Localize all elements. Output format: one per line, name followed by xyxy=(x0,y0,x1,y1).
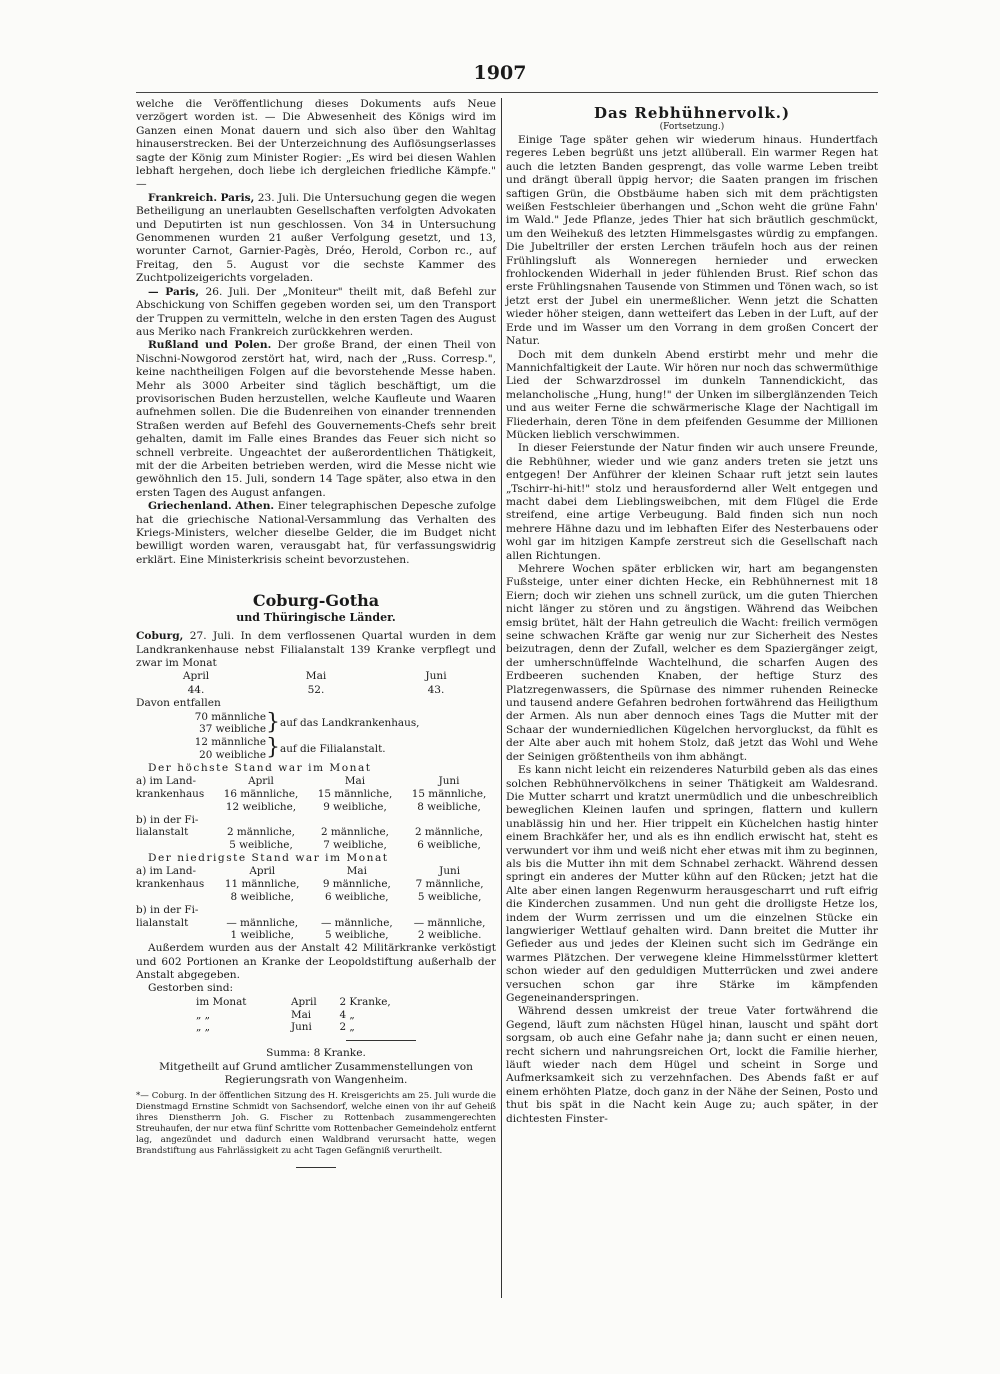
athens-dateline: Athen. xyxy=(235,500,275,513)
alloc-2-female: 20 weibliche xyxy=(199,749,266,762)
low-a-m-apr: 11 männliche, xyxy=(224,878,300,891)
paris-paragraph xyxy=(136,286,496,340)
page-number: 1907 xyxy=(473,62,527,84)
death-row xyxy=(196,1021,436,1034)
low-a-m-may: 9 männliche, xyxy=(322,878,391,891)
alloc-1-counts xyxy=(136,711,266,737)
death-row xyxy=(196,996,436,1009)
alloc-2-dest: auf die Filialanstalt. xyxy=(280,742,386,755)
month-june: Juni xyxy=(425,670,447,683)
story-title: Das Rebhühnervolk.) xyxy=(593,104,791,122)
paris-dateline: Paris, xyxy=(220,191,255,204)
death-month: Juni xyxy=(290,1021,312,1034)
header-rule xyxy=(136,92,878,93)
high-a-m-apr: 16 männliche, xyxy=(223,788,299,801)
low-b-w-may: 5 weibliche, xyxy=(325,929,389,942)
low-b-m-may: — männliche, xyxy=(320,916,393,929)
alloc-2-male: 12 männliche xyxy=(194,736,266,749)
death-prefix: „ „ xyxy=(196,1021,211,1034)
value-may: 52. xyxy=(307,683,325,696)
low-a-w-apr: 8 weibliche, xyxy=(230,891,294,904)
story-subtitle: (Fortsetzung.) xyxy=(659,122,725,132)
section-subtitle: und Thüringische Länder. xyxy=(236,611,396,625)
deaths-label: Gestorben sind: xyxy=(148,982,234,995)
month-values-row xyxy=(136,684,496,697)
lowest-table xyxy=(136,865,496,942)
france-paragraph xyxy=(136,192,496,286)
russia-heading: Rußland und Polen. xyxy=(148,339,272,352)
low-a-w-may: 6 weibliche, xyxy=(325,891,389,904)
month-header-row xyxy=(136,670,496,683)
head-april: April xyxy=(248,775,274,788)
high-b-w-jun: 6 weibliche, xyxy=(417,839,481,852)
death-prefix: im Monat xyxy=(196,995,247,1008)
death-count: 2 Kranke, xyxy=(339,995,391,1008)
high-row-label-a2: krankenhaus xyxy=(136,788,205,801)
low-a-w-jun: 5 weibliche, xyxy=(417,891,482,904)
high-b-w-apr: 5 weibliche, xyxy=(229,839,293,852)
coburg-paragraph xyxy=(136,630,496,670)
left-column xyxy=(136,98,496,1168)
low-b-m-jun: — männliche, xyxy=(413,916,486,929)
greece-text: Einer telegraphischen Depesche zufolge hat die griechische National-Versammlung das Verhalten des Kriegs-Ministers, welcher dieselbe Gelder, die im Budget nicht bewilligt worden waren, verausgabt hat, für verfassungswidrig erklärt. Eine Ministerkrisis scheint bevorzustehen. xyxy=(136,500,497,566)
high-a-w-apr: 12 weibliche, xyxy=(225,800,297,813)
highest-table xyxy=(136,775,496,852)
high-row-label-b2: lialanstalt xyxy=(136,826,189,839)
low-head-april: April xyxy=(249,865,276,878)
highest-label: Der höchste Stand war im Monat xyxy=(148,761,372,774)
head-may: Mai xyxy=(344,775,366,788)
alloc-1-dest: auf das Landkrankenhaus, xyxy=(280,717,420,730)
story-paragraph: Mehrere Wochen später erblicken wir, hart am begangensten Fußsteige, unter einer dichten Hecke, ein Rebhühnernest mit 18 Eiern; doch wir ziehen uns schnell zurück, um die guten Thierchen nicht länger zu stören und zu ängstigen. Während das Weibchen emsig brütet, hält der Hahn getreulich die Wacht: freilich vermögen seine schwachen Kräfte gar wenig nur zur Sicherheit des Nestes beizutragen, denn der Zufall, welcher es dem Spaziergänger zeigt, der umherschnüffelnde Wachtelhund, die scharfen Augen des Erdbeeren suchenden Knaben, der heftige Sturz des Platzregenwassers, die Spürnase des nimmer ruhenden Reinecke und tausend andere Gefahren bedrohen fortwährend das Heiligthum der Armen. Als nun aber dennoch eines Tags die Mutter mit der Schaar der wunderniedlichen Kügelchen hervorgluckst, da fühlt es der Alte aber auch mit hohem Stolz, daß jetzt das Wohl und Wehe der Seinigen größtentheils von ihm abhängt. xyxy=(506,563,878,763)
low-b-w-apr: 1 weibliche, xyxy=(230,929,294,942)
france-heading: Frankreich. xyxy=(148,191,218,204)
story-paragraph: Doch mit dem dunkeln Abend erstirbt mehr und mehr die Mannichfaltigkeit der Laute. Wir hören nur noch das schwermüthige Lied der Schwarzdrossel im dunkeln Tannendickicht, das melancholische „Hung, hung!" der Unken im silberglänzenden Teich und aus weiter Ferne die schwärmerische Klage der Nachtigall im Fliederhain, deren Töne in dem pfeifenden Gesumme der Millionen Mücken lieblich verschwimmen. xyxy=(506,348,878,441)
military-paragraph: Außerdem wurden aus der Anstalt 42 Militärkranke verköstigt und 602 Portionen an Kranke der Leopoldstiftung außerhalb der Anstalt abgegeben. xyxy=(136,942,496,982)
section-title: Coburg-Gotha xyxy=(252,591,380,611)
low-row-label-b: b) in der Fi- xyxy=(136,903,199,916)
allocation-table xyxy=(136,711,496,762)
greece-heading: Griechenland. xyxy=(148,500,232,513)
alloc-2-counts xyxy=(136,736,266,762)
high-row-label-b: b) in der Fi- xyxy=(136,813,199,826)
summa-line: Summa: 8 Kranke. xyxy=(266,1047,366,1060)
column-divider xyxy=(501,98,502,1298)
month-april: April xyxy=(182,670,210,683)
high-a-m-jun: 15 männliche, xyxy=(411,788,487,801)
story-paragraph: Es kann nicht leicht ein reizenderes Naturbild geben als das eines solchen Rebhühnervölkchens in seiner Thätigkeit am Waldesrand. Die Mutter scharrt und kratzt unermüdlich und die unbeschreiblich beweglichen Kleinen laufen und springen, flattern und kullern unablässig hin und her. Hier trippelt ein Küchelchen hastig hinter einem Brachkäfer her, und als es ihn endlich erwischt hat, steht es verwundert vor ihm und weiß nicht eher etwas mit ihm zu beginnen, als bis die Mutter ihn mit dem Schnabel zerhackt. Während dessen springt ein anderes der Mutter kühn auf den Rücken; jetzt hat die Alte aber einen langen Regenwurm herausgescharrt und ruft eifrig die Kinderchen zusammen. Und nun geht die drolligste Hetze los, indem der Wurm zerrissen und um die einzelnen Stücke ein langwieriger Wettlauf gehalten wird. Dann breitet die Mutter ihr Gefieder aus und jedes der Kleinen sucht sich im Gedränge ein warmes Plätzchen. Der verwegene kleine Himmelsstürmer klettert schon wieder auf den geduldigen Mutterrücken und zwei andere versuchen schon gar ihre Stärke im kämpfenden Gegeneinanderspringen. xyxy=(506,764,878,1004)
story-paragraph: Während dessen umkreist der treue Vater fortwährend die Gegend, läuft zum nächsten Hügel hinan, lauscht und späht dort sorgsam, ob auch eine Gefahr nahe ja; dann sucht er einen neuen, recht sichern und nahrungsreichen Ort, lockt die Familie hierher, läuft wieder nach dem Hügel und scheint in Sorge und Aufmerksamkeit sich zu verzehnfachen. Des Abends faßt er auf einem erhöhten Platze, doch ganz in der Nähe der Seinen, Posto und thut bis spät in die Nacht kein Auge zu; auch später, in der dichtesten Finster- xyxy=(506,1005,878,1125)
source-credit: Mitgetheilt auf Grund amtlicher Zusammenstellungen von Regierungsrath von Wangenheim. xyxy=(159,1060,473,1087)
brace-symbol: } xyxy=(266,735,280,761)
month-may: Mai xyxy=(305,670,327,683)
death-month: April xyxy=(290,995,317,1008)
death-count: 2 „ xyxy=(339,1021,355,1034)
brace-symbol: } xyxy=(266,709,280,735)
france-text: 23. Juli. Die Untersuchung gegen die wegen Betheiligung an unerlaubten Gesellschaften verfolgten Advokaten und Deputirten ist nun geschlossen. Von 34 in Untersuchung Genommenen wurden 21 außer Verfolgung gesetzt, und 13, worunter Carnot, Garnier-Pagès, Dréo, Herold, Corbon rc., auf Freitag, den 5. August vor die sechste Kammer des Zuchtpolizeigerichts vorgeladen. xyxy=(136,191,496,285)
high-a-w-jun: 8 weibliche, xyxy=(417,800,481,813)
coburg-dateline: Coburg, xyxy=(136,630,184,643)
head-june: Juni xyxy=(438,775,460,788)
russia-text: Der große Brand, der einen Theil von Nischni-Nowgorod zerstört hat, wird, nach der „Russ. Corresp.", keine nachtheiligen Folgen auf die bevorstehende Messe haben. Mehr als 3000 Arbeiter sind täglich beschäftigt, um die provisorischen Buden herzustellen, welche Kaufleute und Waaren aufnehmen sollen. Die die Budenreihen von einander trennenden Straßen werden auf Befehl des Gouvernements-Chefs sehr breit gehalten, damit im Falle eines Brandes das Feuer sich nicht so schnell verbreite. Ungeachtet der außerordentlichen Thätigkeit, mit der die Arbeiten betrieben werden, wird die Messe nicht wie gewöhnlich den 15. Juli, sondern 14 Tage später, also etwa in den ersten Tagen des August anfangen. xyxy=(136,339,496,499)
high-b-m-may: 2 männliche, xyxy=(321,826,389,839)
alloc-1-female: 37 weibliche xyxy=(199,723,266,736)
high-a-w-may: 9 weibliche, xyxy=(323,800,387,813)
story-paragraph: Einige Tage später gehen wir wiederum hinaus. Hundertfach regeres Leben begrüßt uns jetzt allüberall. Ein warmer Regen hat auch die letzten Banden gesprengt, das volle warme Leben treibt und drängt überall üppig hervor; die Saaten prangen im frischen saftigen Grün, die Obstbäume haben sich mit dem prächtigsten weißen Festschleier überhangen und „Schon weht die grüne Fahn' im Wald." Jede Pflanze, jedes Thier hat sich bräutlich geschmückt, um den Weihekuß des letzten Himmelsgastes würdig zu empfangen. Die Jubeltriller der ersten Lerchen träufeln hoch aus der reinen Frühlingsluft als Wonneregen hernieder und erwecken frohlockenden Widerhall in jeder fühlenden Brust. Rief schon das erste Frühlingsnahen Tausende von Stimmen und Tönen wach, so ist jetzt erst der Jubel ein unermeßlicher. Wenn jetzt die Schatten wieder höher steigen, dann wetteifert das Leben in der Luft, auf der Erde und im Wasser um den Vorrang in dem großen Concert der Natur. xyxy=(506,134,878,348)
alloc-1-male: 70 männliche xyxy=(194,710,266,723)
paris-dateline-2: — Paris, xyxy=(148,285,200,298)
high-b-m-jun: 2 männliche, xyxy=(415,826,483,839)
death-row xyxy=(196,1009,436,1022)
death-month: Mai xyxy=(290,1008,312,1021)
low-row-label-b2: lialanstalt xyxy=(136,916,189,929)
story-paragraph: In dieser Feierstunde der Natur finden wir auch unsere Freunde, die Rebhühner, wieder und wie ganz anders treten sie jetzt uns entgegen! Der Anführer der kleinen Schaar ruft jetzt sein lautes „Tschirr-hi-hit!" stolz und herausfordernd aller Welt entgegen und macht dabei dem Lieblingsweibchen, mit dem Flügel die Erde streifend, eine artige Verbeugung. Bald finden sich nun noch mehrere Hähne dazu und im lebhaften Eifer des Nesterbauens oder wohl gar im hitzigen Kampfe zerstreut sich die Gesellschaft nach allen Richtungen. xyxy=(506,442,878,562)
low-head-may: Mai xyxy=(346,865,367,878)
coburg-text: 27. Juli. In dem verflossenen Quartal wurden in dem Landkrankenhause nebst Filialanstalt 139 Kranke verpflegt und zwar im Monat xyxy=(136,630,496,670)
low-head-june: Juni xyxy=(439,865,461,878)
death-prefix: „ „ xyxy=(196,1008,211,1021)
low-a-m-jun: 7 männliche, xyxy=(415,878,484,891)
death-count: 4 „ xyxy=(339,1008,355,1021)
high-b-m-apr: 2 männliche, xyxy=(227,826,295,839)
court-note: *— Coburg. In der öffentlichen Sitzung des H. Kreisgerichts am 25. Juli wurde die Dienstmagd Ernstine Schmidt von Sachsendorf, welche einen von ihr auf Geheiß ihres Dienstherrn Joh. G. Fischer zu Rottenbach zusammengerechten Streuhaufen, der nur etwa fünf Schritte vom Rottenbacher Gemeindeholz entfernt lag, angezündet und dadurch einen Waldbrand verursacht hatte, wegen Brandstiftung aus Fahrlässigkeit zu acht Tagen Gefängniß verurtheilt. xyxy=(136,1091,496,1157)
sum-rule xyxy=(346,1040,416,1041)
russia-paragraph xyxy=(136,339,496,500)
deaths-table xyxy=(196,996,436,1034)
high-a-m-may: 15 männliche, xyxy=(317,788,393,801)
paris-text: 26. Juli. Der „Moniteur" theilt mit, daß Befehl zur Abschickung von Schiffen gegeben worden sei, um den Transport der Truppen zu vermitteln, welche in den ersten Tagen des August aus Meriko nach Frankreich zurückkehren werden. xyxy=(136,285,497,338)
low-b-m-apr: — männliche, xyxy=(226,916,299,929)
high-row-label-a: a) im Land- xyxy=(136,775,196,788)
end-rule xyxy=(296,1167,336,1168)
right-column xyxy=(506,98,878,1126)
value-april: 44. xyxy=(187,683,205,696)
belgium-paragraph: welche die Veröffentlichung dieses Dokuments aufs Neue verzögert worden ist. — Die Abwesenheit des Königs wird im Ganzen einen Monat dauern und sich also über den Wahltag hinauserstrecken. Bei der Unterzeichnung des Auflösungserlasses sagte der König zum Minister Rogier: „Es wird bei diesen Wahlen lebhaft hergehen, doch liebe ich dergleichen friedliche Kämpfe." — xyxy=(136,98,496,191)
davon-label: Davon entfallen xyxy=(136,697,221,710)
low-b-w-jun: 2 weibliche. xyxy=(417,929,482,942)
low-row-label-a: a) im Land- xyxy=(136,865,196,878)
high-b-w-may: 7 weibliche, xyxy=(323,839,387,852)
value-june: 43. xyxy=(427,683,445,696)
lowest-label: Der niedrigste Stand war im Monat xyxy=(148,852,389,865)
low-row-label-a2: krankenhaus xyxy=(136,878,205,891)
greece-paragraph xyxy=(136,500,496,567)
